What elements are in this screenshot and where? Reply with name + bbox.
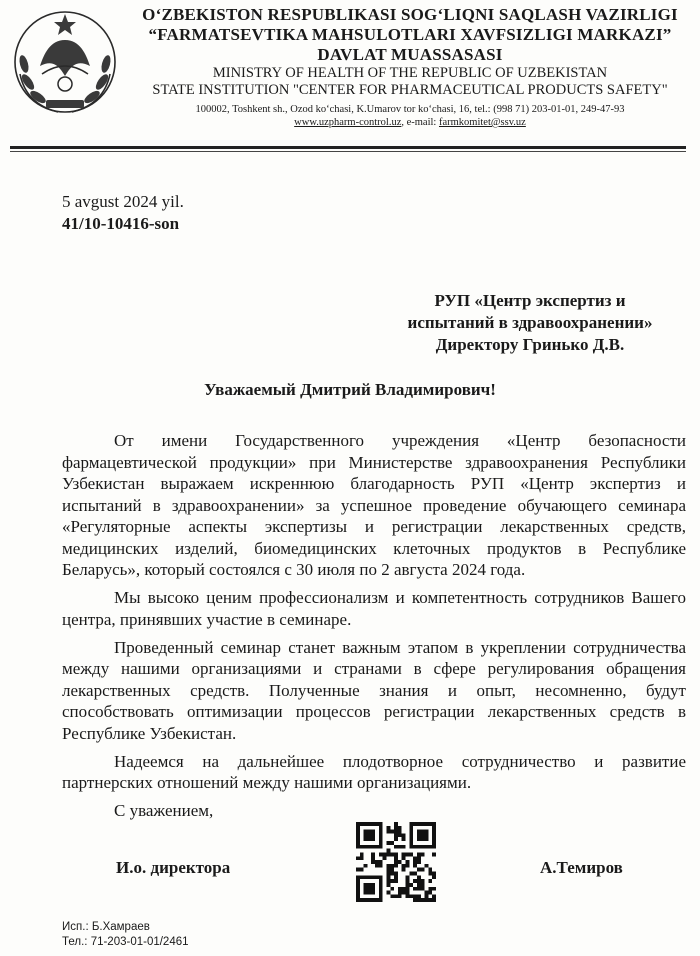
letter-date: 5 avgust 2024 yil.: [62, 192, 184, 211]
body-paragraph: Надеемся на дальнейшее плодотворное сотрудничество и развитие партнерских отношений между нашими организациями.: [62, 751, 686, 792]
header-uz-line1: O‘ZBEKISTON RESPUBLIKASI SOG‘LIQNI SAQLASH VAZIRLIGI: [142, 5, 678, 24]
header-en-line1: MINISTRY OF HEALTH OF THE REPUBLIC OF UZBEKISTAN: [212, 65, 608, 81]
executor-name: Исп.: Б.Хамраев: [62, 921, 150, 933]
header-uz-line3: DAVLAT MUASSASASI: [317, 45, 503, 64]
header-address: 100002, Toshkent sh., Ozod ko‘chasi, K.Umarov tor ko‘chasi, 16, tel.: (998 71) 203-01-01, 249-47-93: [195, 104, 625, 115]
header-en-line2: STATE INSTITUTION "CENTER FOR PHARMACEUTICAL PRODUCTS SAFETY": [152, 82, 668, 98]
website-link[interactable]: www.uzpharm-control.uz: [294, 117, 402, 128]
email-prefix: , e-mail:: [401, 117, 439, 128]
state-emblem: [6, 4, 124, 120]
letter-body: [62, 430, 686, 800]
letter-reg-number: 41/10-10416-son: [62, 214, 180, 233]
executor-phone: Тел.: 71-203-01-01/2461: [62, 936, 189, 948]
header-uz-line2: “FARMATSEVTIKA MAHSULOTLARI XAVFSIZLIGI MARKAZI”: [148, 25, 672, 44]
addressee-line: испытаний в здравоохранении»: [407, 313, 653, 332]
signatory-name: А.Темиров: [540, 858, 623, 877]
body-paragraph: От имени Государственного учреждения «Центр безопасности фармацевтической продукции» при Министерстве здравоохранения Республики Узбекистан выражаем искреннюю благодарность РУП «Центр экспертиз и испытаний в здравоохранении» за успешное проведение обучающего семинара «Регуляторные аспекты экспертизы и регистрации лекарственных средств, медицинских изделий, биомедицинских клеточных продуктов в Республике Беларусь», который состоялся с 30 июля по 2 августа 2024 года.: [62, 431, 686, 579]
header-divider: [10, 146, 686, 149]
addressee-line: РУП «Центр экспертиз и: [434, 291, 626, 310]
addressee-block: [380, 290, 680, 356]
header-divider-thin: [10, 151, 686, 152]
qr-code: [356, 822, 436, 902]
email-link[interactable]: farmkomitet@ssv.uz: [438, 117, 526, 128]
addressee-line: Директору Гринько Д.В.: [435, 335, 625, 354]
closing: С уважением,: [114, 801, 214, 820]
body-paragraph: Проведенный семинар станет важным этапом в укреплении сотрудничества между нашими организациями и странами в сфере регулирования обращения лекарственных средств. Полученные знания и опыт, несомненно, будут способствовать оптимизации процессов регистрации лекарственных средств в Республике Узбекистан.: [62, 637, 686, 743]
signatory-title: И.о. директора: [116, 858, 231, 877]
executor-block: [62, 920, 189, 950]
body-paragraph: Мы высоко ценим профессионализм и компетентность сотрудников Вашего центра, принявших участие в семинаре.: [62, 588, 686, 629]
salutation: Уважаемый Дмитрий Владимирович!: [204, 380, 496, 399]
header-contacts: [130, 117, 690, 129]
